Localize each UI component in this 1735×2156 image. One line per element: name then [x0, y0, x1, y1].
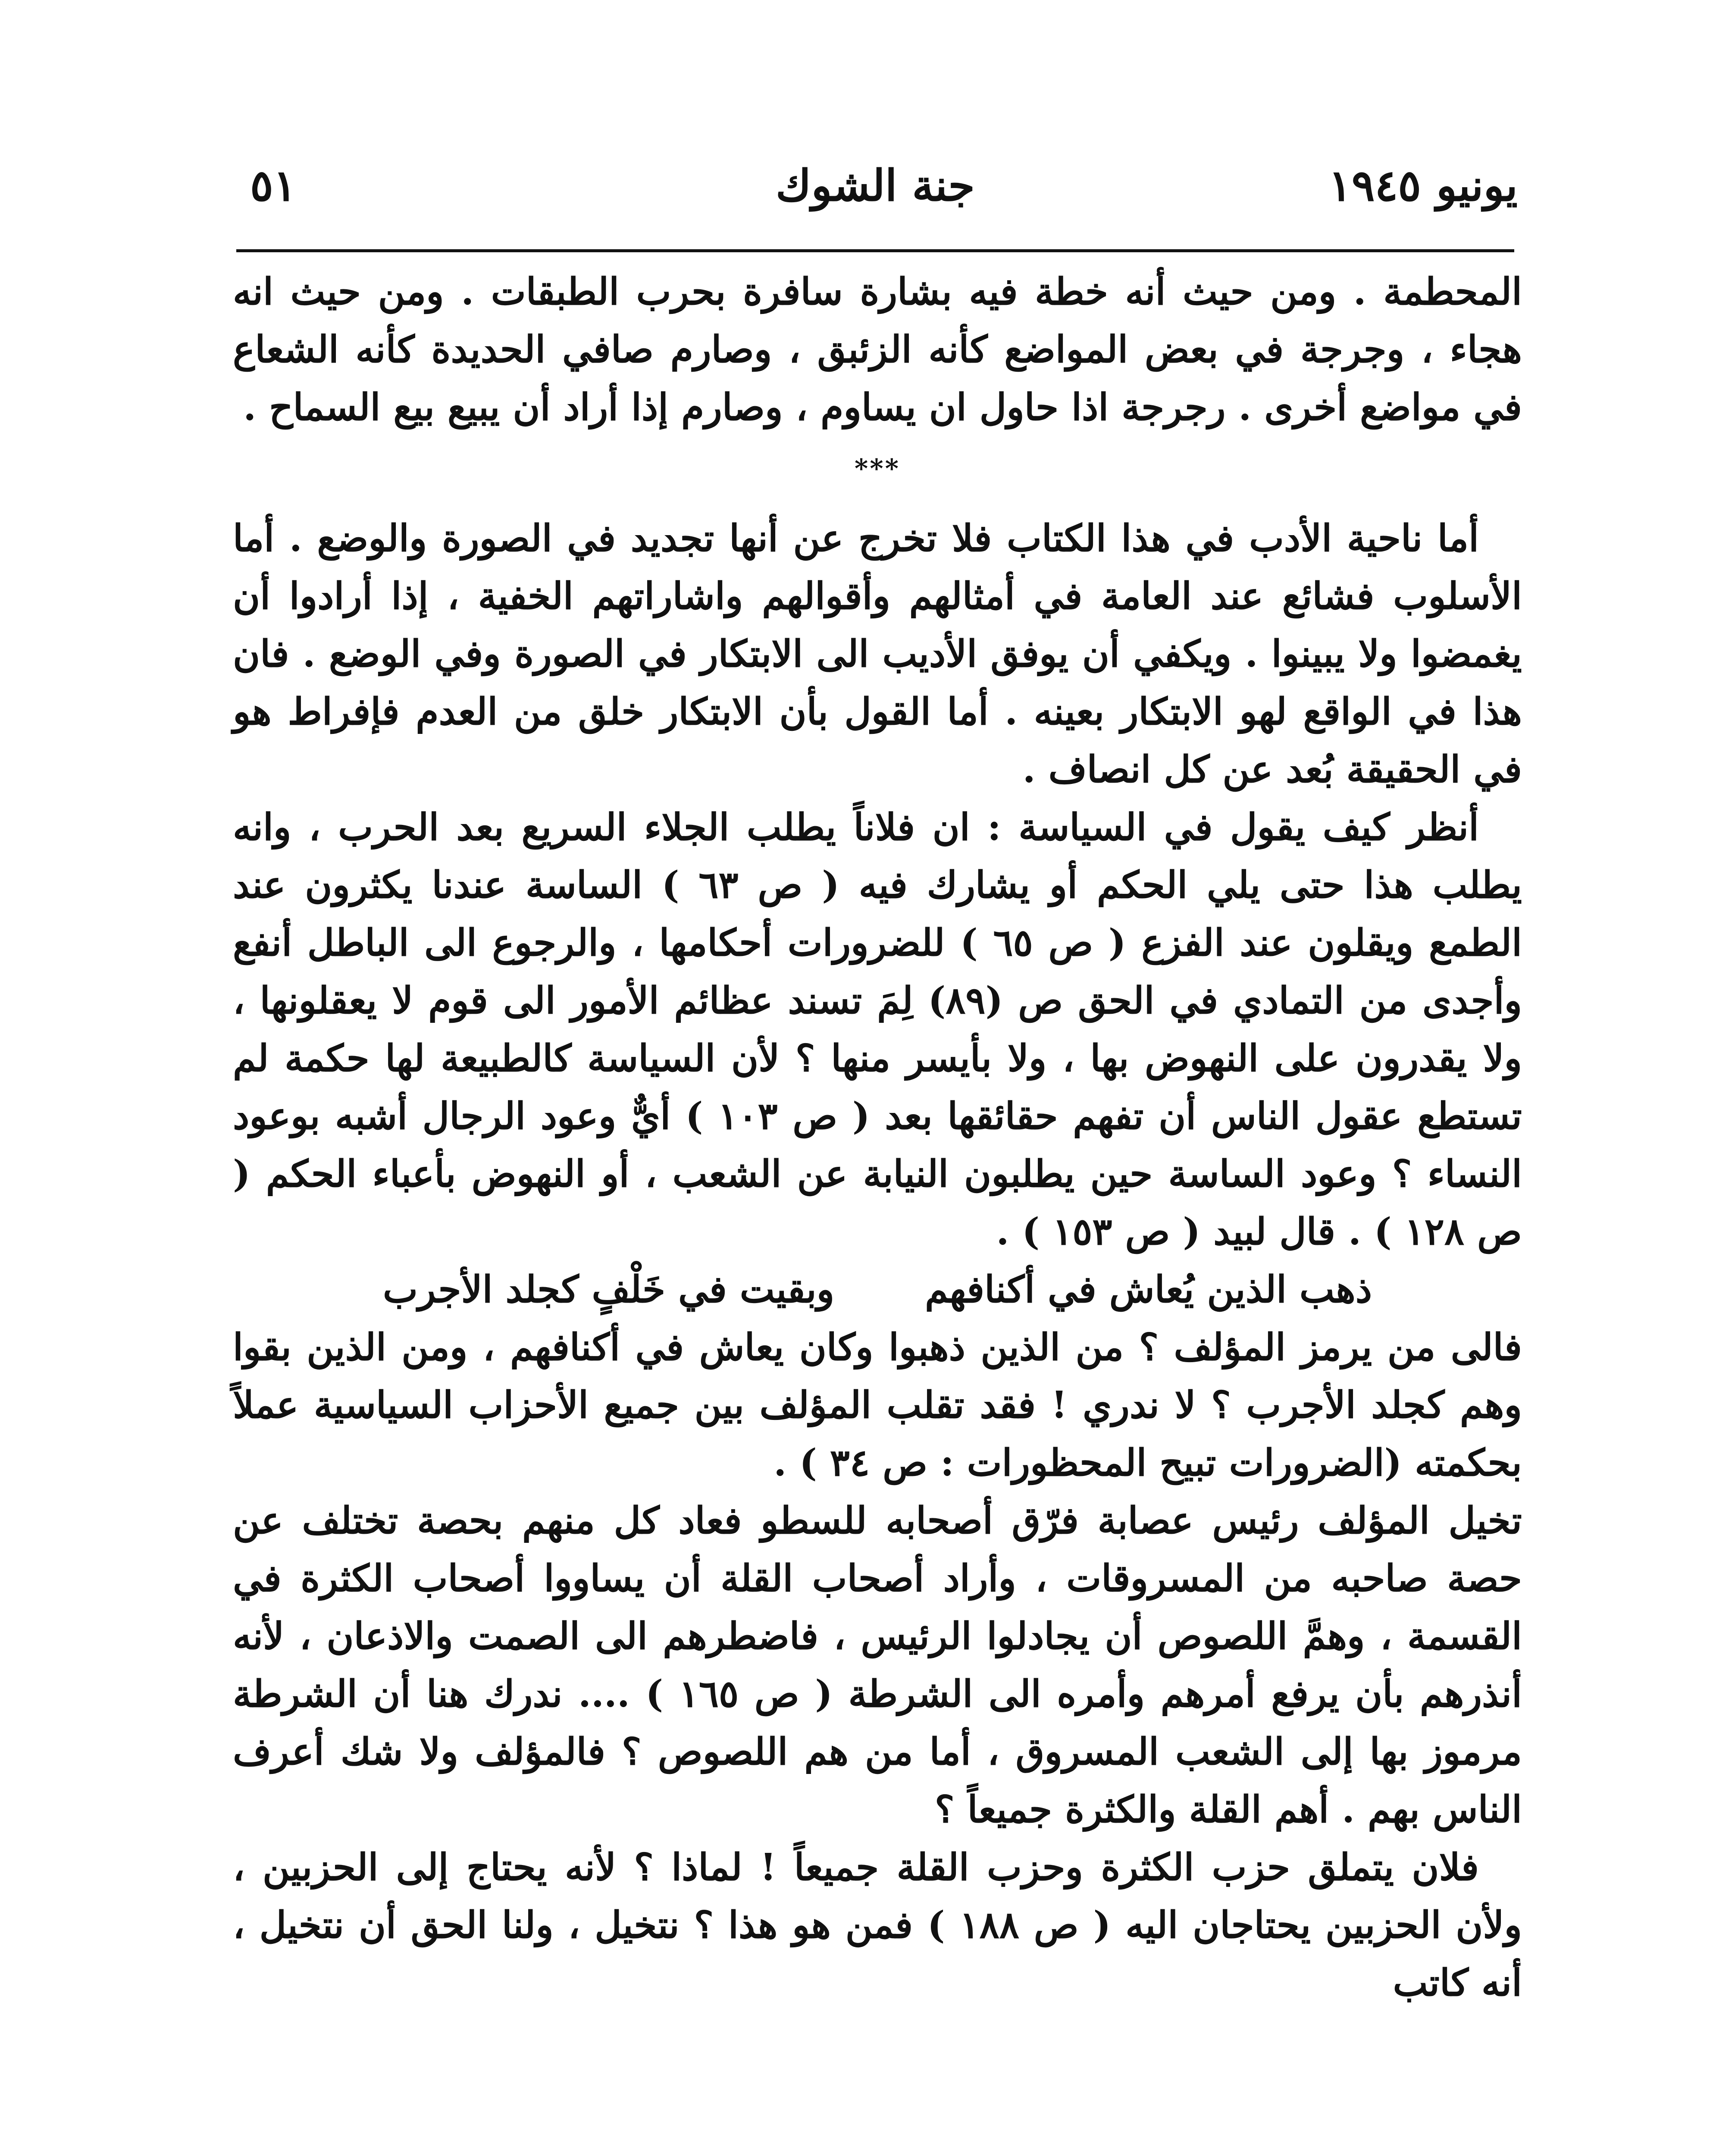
- paragraph-symbolism: فالى من يرمز المؤلف ؟ من الذين ذهبوا وكان يعاش في أكنافهم ، ومن الذين بقوا وهم كجلد الأجرب ؟ لا ندري ! فقد تقلب المؤلف بين جميع الأحزاب السياسية عملاً بحكمته (الضرورات تبيح المحظورات : ص ٣٤ ) .: [233, 1326, 1522, 1485]
- header-title: جنة الشوك: [776, 160, 975, 211]
- header-rule: [236, 249, 1514, 252]
- verse-second-hemistich: وبقيت في خَلْفٍ كجلد الأجرب: [383, 1268, 835, 1311]
- section-separator: ***: [854, 454, 901, 484]
- paragraph-literature: أما ناحية الأدب في هذا الكتاب فلا تخرج عن أنها تجديد في الصورة والوضع . أما الأسلوب فشائع عند العامة في أمثالهم وأقوالهم واشاراتهم الخفية ، إذا أرادوا أن يغمضوا ولا يبينوا . ويكفي أن يوفق الأديب الى الابتكار في الصورة وفي الوضع . فان هذا في الواقع لهو الابتكار بعينه . أما القول بأن الابتكار خلق من العدم فإفراط هو في الحقيقة بُعد عن كل انصاف .: [233, 517, 1522, 791]
- poem-verse: [233, 1261, 1522, 1319]
- paragraph-continuation: المحطمة . ومن حيث أنه خطة فيه بشارة سافرة بحرب الطبقات . ومن حيث انه هجاء ، وجرجة في بعض المواضع كأنه الزئبق ، وصارم صافي الحديدة كأنه الشعاع في مواضع أخرى . رجرجة اذا حاول ان يساوم ، وصارم إذا أراد أن يبيع بيع السماح .: [233, 270, 1522, 429]
- header-date: يونيو ١٩٤٥: [1328, 160, 1518, 211]
- page-number: ٥١: [250, 160, 297, 211]
- page-header: [233, 147, 1518, 233]
- paragraph-politics: أنظر كيف يقول في السياسة : ان فلاناً يطلب الجلاء السريع بعد الحرب ، وانه يطلب هذا حتى يلي الحكم أو يشارك فيه ( ص ٦٣ ) الساسة عندنا يكثرون عند الطمع ويقلون عند الفزع ( ص ٦٥ ) للضرورات أحكامها ، والرجوع الى الباطل أنفع وأجدى من التمادي في الحق ص (٨٩) لِمَ تسند عظائم الأمور الى قوم لا يعقلونها ، ولا يقدرون على النهوض بها ، ولا بأيسر منها ؟ لأن السياسة كالطبيعة لها حكمة لم تستطع عقول الناس أن تفهم حقائقها بعد ( ص ١٠٣ ) أيٌّ وعود الرجال أشبه بوعود النساء ؟ وعود الساسة حين يطلبون النيابة عن الشعب ، أو النهوض بأعباء الحكم ( ص ١٢٨ ) . قال لبيد ( ص ١٥٣ ) .: [233, 805, 1522, 1253]
- paragraph-parties: فلان يتملق حزب الكثرة وحزب القلة جميعاً ! لماذا ؟ لأنه يحتاج إلى الحزبين ، ولأن الحزبين يحتاجان اليه ( ص ١٨٨ ) فمن هو هذا ؟ نتخيل ، ولنا الحق أن نتخيل ، أنه كاتب: [233, 1846, 1522, 2005]
- article-body: [233, 263, 1522, 2012]
- verse-first-hemistich: ذهب الذين يُعاش في أكنافهم: [925, 1268, 1372, 1311]
- paragraph-gang: تخيل المؤلف رئيس عصابة فرّق أصحابه للسطو فعاد كل منهم بحصة تختلف عن حصة صاحبه من المسروقات ، وأراد أصحاب القلة أن يساووا أصحاب الكثرة في القسمة ، وهمَّ اللصوص أن يجادلوا الرئيس ، فاضطرهم الى الصمت والاذعان ، لأنه أنذرهم بأن يرفع أمرهم وأمره الى الشرطة ( ص ١٦٥ ) .... ندرك هنا أن الشرطة مرموز بها إلى الشعب المسروق ، أما من هم اللصوص ؟ فالمؤلف ولا شك أعرف الناس بهم . أهم القلة والكثرة جميعاً ؟: [233, 1499, 1522, 1831]
